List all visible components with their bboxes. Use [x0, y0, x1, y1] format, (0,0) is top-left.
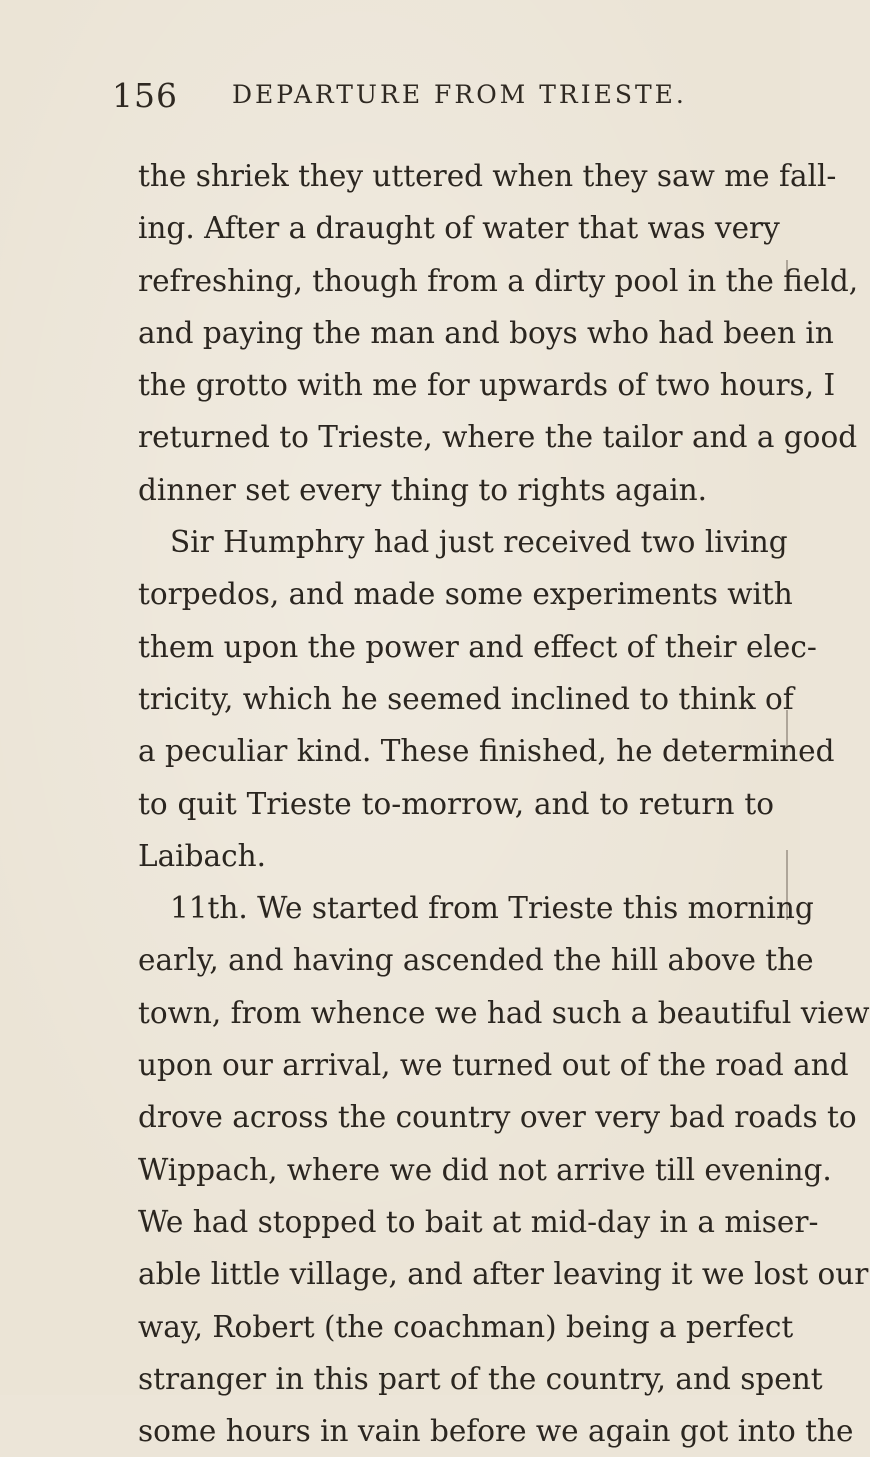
- text-line: upon our arrival, we turned out of the road and: [138, 1048, 849, 1083]
- page-number: 156: [112, 76, 178, 115]
- text-line: a peculiar kind. These finished, he determined: [138, 734, 835, 769]
- text-line: way, Robert (the coachman) being a perfect: [138, 1309, 794, 1344]
- text-line: and paying the man and boys who had been in: [138, 315, 834, 350]
- text-line: Laibach.: [138, 838, 266, 873]
- gutter-marks: [780, 150, 796, 950]
- text-line: We had stopped to bait at mid-day in a miser-: [138, 1204, 819, 1239]
- text-line: early, and having ascended the hill above the: [138, 943, 814, 978]
- body-text: [138, 150, 870, 1457]
- text-line: returned to Trieste, where the tailor and a good: [138, 420, 858, 455]
- running-head: DEPARTURE FROM TRIESTE.: [232, 80, 687, 109]
- text-line: ing. After a draught of water that was very: [138, 211, 780, 246]
- text-line: the grotto with me for upwards of two hours, I: [138, 368, 836, 403]
- text-line: them upon the power and effect of their elec-: [138, 629, 817, 664]
- gutter-mark: [786, 260, 788, 290]
- text-line: 11th. We started from Trieste this morning: [170, 891, 814, 926]
- text-line: stranger in this part of the country, and spent: [138, 1361, 823, 1396]
- page-header: [112, 76, 752, 124]
- text-line: dinner set every thing to rights again.: [138, 472, 708, 507]
- text-line: town, from whence we had such a beautiful view: [138, 995, 870, 1030]
- gutter-mark: [786, 710, 788, 750]
- text-line: tricity, which he seemed inclined to think of: [138, 681, 794, 716]
- text-line: the shriek they uttered when they saw me fall-: [138, 159, 837, 193]
- text-line: to quit Trieste to-morrow, and to return to: [138, 786, 774, 821]
- text-line: Sir Humphry had just received two living: [170, 525, 788, 560]
- gutter-mark: [786, 850, 788, 920]
- text-line: Wippach, where we did not arrive till evening.: [138, 1152, 832, 1187]
- text-line: some hours in vain before we again got into the: [138, 1414, 854, 1449]
- text-line: able little village, and after leaving it we lost our: [138, 1257, 869, 1292]
- text-line: torpedos, and made some experiments with: [138, 577, 793, 612]
- text-line: refreshing, though from a dirty pool in the field,: [138, 263, 859, 298]
- text-line: drove across the country over very bad roads to: [138, 1100, 857, 1135]
